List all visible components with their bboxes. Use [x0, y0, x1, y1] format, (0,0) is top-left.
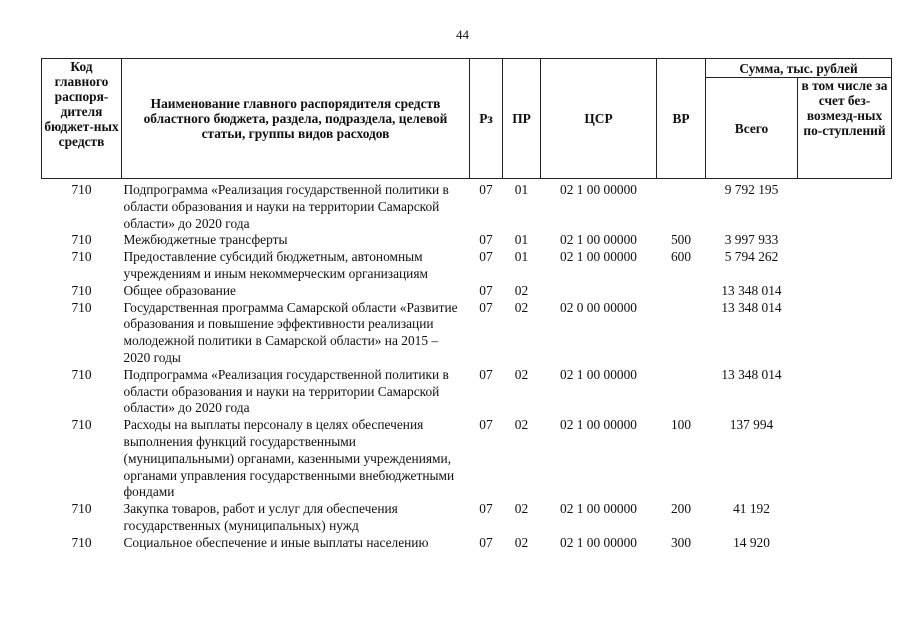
row-name: Социальное обеспечение и иные выплаты населению — [123, 534, 429, 550]
row-code: 710 — [71, 534, 92, 550]
row-csr — [541, 283, 657, 300]
row-pr: 02 — [514, 534, 529, 550]
row-code: 710 — [71, 299, 92, 315]
table-row — [42, 367, 892, 417]
row-gratis — [798, 182, 892, 232]
row-vr: 100 — [670, 417, 692, 433]
row-pr: 02 — [514, 282, 529, 298]
row-vr — [657, 367, 706, 417]
row-rz: 07 — [479, 534, 493, 550]
row-name: Подпрограмма «Реализация государственной политики в области образования и науки на территории Самарской области» до 2020 года — [123, 182, 449, 231]
table-row — [42, 283, 892, 300]
row-vr: 200 — [670, 501, 692, 517]
header-name: Наименование главного распорядителя средств областного бюджета, раздела, подраздела, целевой статьи, группы видов расходов — [122, 59, 470, 179]
row-gratis — [798, 283, 892, 300]
row-total: 13 348 014 — [721, 282, 782, 298]
row-pr: 02 — [514, 299, 529, 315]
row-total: 137 994 — [729, 417, 774, 433]
row-csr: 02 1 00 00000 — [560, 417, 637, 433]
row-csr: 02 1 00 00000 — [560, 232, 637, 248]
row-code: 710 — [71, 232, 92, 248]
row-csr: 02 1 00 00000 — [560, 534, 637, 550]
table-row — [42, 300, 892, 367]
row-code: 710 — [71, 417, 92, 433]
row-rz: 07 — [479, 299, 493, 315]
table-header — [42, 59, 892, 179]
row-code: 710 — [71, 501, 92, 517]
row-pr: 02 — [514, 501, 529, 517]
row-vr: 500 — [670, 232, 692, 248]
table-row — [42, 232, 892, 249]
table-row — [42, 501, 892, 535]
header-rz: Рз — [470, 59, 503, 179]
row-pr: 01 — [514, 249, 529, 265]
row-code: 710 — [71, 282, 92, 298]
row-csr: 02 1 00 00000 — [560, 501, 637, 517]
row-total: 3 997 933 — [724, 232, 779, 248]
row-gratis — [798, 535, 892, 552]
page-number: 44 — [456, 27, 469, 42]
row-vr: 600 — [670, 249, 692, 265]
row-pr: 02 — [514, 366, 529, 382]
row-gratis — [798, 367, 892, 417]
row-rz: 07 — [479, 282, 493, 298]
table-body — [42, 179, 892, 552]
row-rz: 07 — [479, 501, 493, 517]
row-total: 13 348 014 — [721, 366, 782, 382]
row-rz: 07 — [479, 182, 493, 197]
row-code: 710 — [71, 366, 92, 382]
budget-table — [41, 58, 892, 552]
row-gratis — [798, 232, 892, 249]
row-total: 13 348 014 — [721, 299, 782, 315]
row-csr: 02 1 00 00000 — [560, 366, 637, 382]
row-csr: 02 1 00 00000 — [560, 249, 637, 265]
row-total: 5 794 262 — [724, 249, 779, 265]
row-code: 710 — [71, 182, 92, 197]
row-pr: 01 — [514, 182, 529, 197]
row-name: Общее образование — [123, 282, 236, 298]
row-vr — [657, 300, 706, 367]
header-code: Код главного распоря-дителя бюджет-ных средств — [42, 59, 122, 179]
row-total: 41 192 — [733, 501, 770, 517]
row-gratis — [798, 417, 892, 501]
row-gratis — [798, 501, 892, 535]
row-name: Подпрограмма «Реализация государственной политики в области образования и науки на территории Самарской области» до 2020 года — [123, 366, 449, 416]
row-vr — [657, 283, 706, 300]
header-vr: ВР — [657, 59, 706, 179]
row-rz: 07 — [479, 366, 493, 382]
header-pr: ПР — [503, 59, 541, 179]
row-pr: 01 — [514, 232, 529, 248]
row-gratis — [798, 249, 892, 283]
table-row — [42, 182, 892, 232]
header-gratis: в том числе за счет без-возмезд-ных по-ступлений — [798, 78, 892, 179]
header-sum: Сумма, тыс. рублей — [706, 59, 892, 78]
row-name: Расходы на выплаты персоналу в целях обеспечения выполнения функций государственными (муниципальными) органами, казенными учреждениями, органами управления государственными внебюджетными фондами — [123, 417, 455, 500]
row-rz: 07 — [479, 249, 493, 265]
row-gratis — [798, 300, 892, 367]
header-csr: ЦСР — [541, 59, 657, 179]
row-rz: 07 — [479, 232, 493, 248]
row-vr — [657, 182, 706, 232]
table-row — [42, 249, 892, 283]
row-name: Закупка товаров, работ и услуг для обеспечения государственных (муниципальных) нужд — [123, 501, 398, 533]
row-total: 9 792 195 — [724, 182, 779, 197]
row-name: Государственная программа Самарской области «Развитие образования и повышение эффективности реализации молодежной политики в Самарской области» на 2015 – 2020 годы — [123, 299, 458, 365]
row-total: 14 920 — [733, 534, 770, 550]
table-row — [42, 535, 892, 552]
row-csr: 02 1 00 00000 — [560, 182, 637, 197]
row-pr: 02 — [514, 417, 529, 433]
row-name: Предоставление субсидий бюджетным, автономным учреждениям и иным некоммерческим организациям — [123, 249, 428, 281]
row-rz: 07 — [479, 417, 493, 433]
row-code: 710 — [71, 249, 92, 265]
row-vr: 300 — [670, 534, 692, 550]
header-total: Всего — [706, 78, 798, 179]
row-csr: 02 0 00 00000 — [560, 299, 637, 315]
table-row — [42, 417, 892, 501]
row-name: Межбюджетные трансферты — [123, 232, 288, 248]
